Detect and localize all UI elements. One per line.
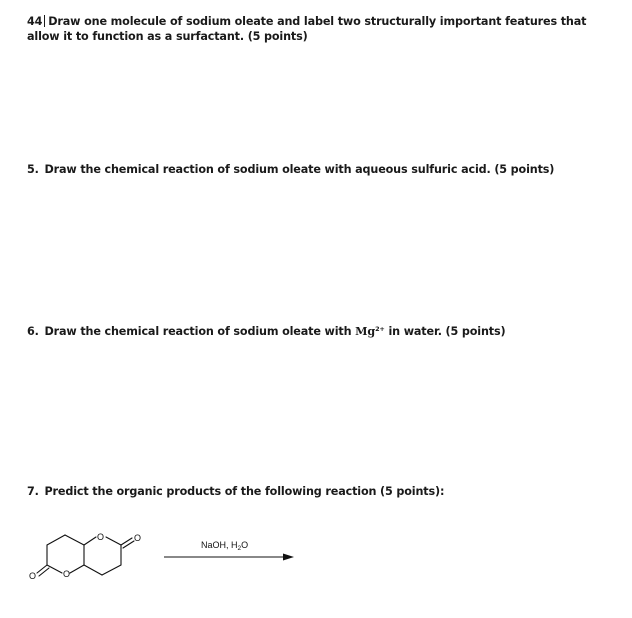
question-6-text-after: in water. (5 points): [384, 325, 506, 338]
ring-oxygen-label: O: [63, 569, 71, 579]
reagent-text: NaOH, H: [201, 540, 238, 550]
bond: [70, 565, 84, 573]
arrow-head-icon: [283, 554, 294, 561]
question-7-number: 7.: [27, 485, 39, 498]
magnesium-ion-charge: 2+: [375, 325, 385, 333]
bond: [84, 565, 102, 575]
question-7-text: Predict the organic products of the following reaction (5 points):: [44, 485, 445, 498]
carbonyl-oxygen-label: O: [134, 533, 142, 543]
question-6-text-before: Draw the chemical reaction of sodium oleate with: [44, 325, 356, 338]
magnesium-ion-symbol: Mg: [355, 324, 376, 338]
atom-labels: [29, 532, 141, 581]
reagent-label: [201, 540, 248, 552]
bond: [102, 565, 121, 575]
bond: [106, 537, 121, 545]
reaction-arrow: [164, 554, 294, 561]
question-6-number: 6.: [27, 325, 39, 338]
ring-oxygen-label: O: [97, 532, 105, 542]
question-5-text: Draw the chemical reaction of sodium oleate with aqueous sulfuric acid. (5 points): [44, 163, 555, 176]
reagent-subscript: 2: [237, 545, 242, 552]
carbonyl-bond: [37, 565, 47, 573]
bond: [47, 535, 65, 545]
reagent-tail: O: [241, 540, 249, 550]
carbonyl-oxygen-label: O: [29, 571, 37, 581]
bond: [65, 535, 84, 545]
question-5-number: 5.: [27, 163, 39, 176]
bond: [47, 565, 62, 573]
bond: [84, 537, 96, 545]
fused-dilactone-structure: [37, 535, 134, 576]
question-4-text: Draw one molecule of sodium oleate and label two structurally important features that allow it to function as a surfactant. (5 points): [27, 15, 587, 43]
carbonyl-bond: [39, 568, 49, 576]
question-4-number: 44: [27, 15, 43, 28]
